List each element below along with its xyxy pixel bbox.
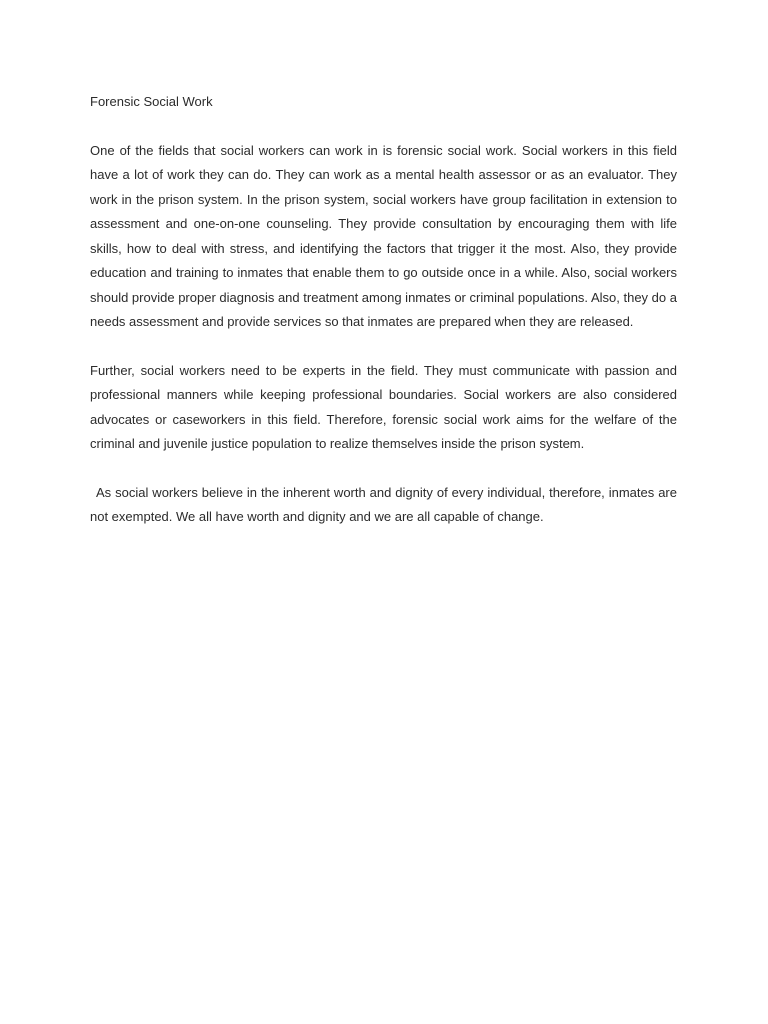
paragraph-1: One of the fields that social workers can work in is forensic social work. Social workers in this field have a lot of work they can do. They can work as a mental health assessor or as an evaluator. They work in the prison system. In the prison system, social workers have group facilitation in extension to assessment and one-on-one counseling. They provide consultation by encouraging them with life skills, how to deal with stress, and identifying the factors that trigger it the most. Also, they provide education and training to inmates that enable them to go outside once in a while. Also, social workers should provide proper diagnosis and treatment among inmates or criminal populations. Also, they do a needs assessment and provide services so that inmates are prepared when they are released. (90, 142, 677, 329)
document-title: Forensic Social Work (90, 94, 213, 109)
paragraph-3: As social workers believe in the inherent worth and dignity of every individual, therefore, inmates are not exempted. We all have worth and dignity and we are all capable of change. (90, 484, 677, 524)
document-body (90, 90, 677, 554)
paragraph-2: Further, social workers need to be experts in the field. They must communicate with passion and professional manners while keeping professional boundaries. Social workers are also considered advocates or caseworkers in this field. Therefore, forensic social work aims for the welfare of the criminal and juvenile justice population to realize themselves inside the prison system. (90, 362, 677, 451)
